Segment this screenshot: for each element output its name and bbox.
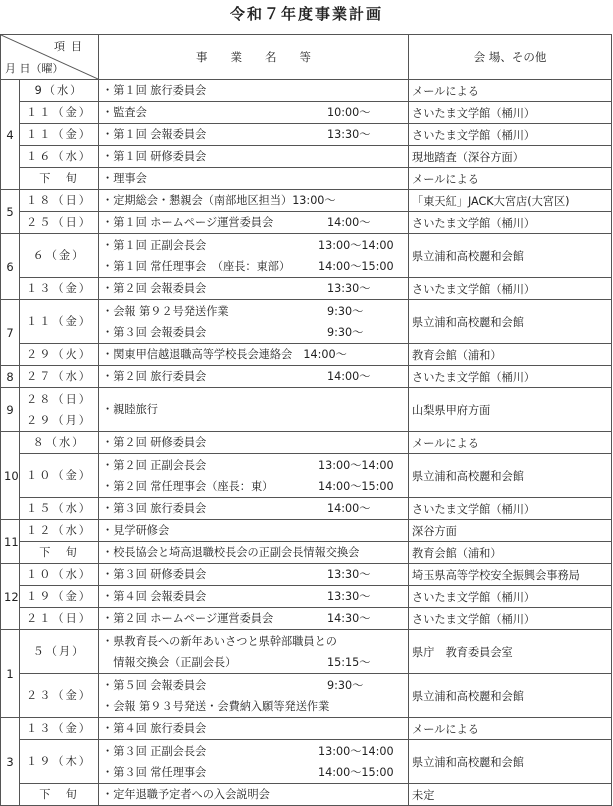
event-name: ・理事会: [102, 172, 147, 185]
event-name: ・県教育長への新年あいさつと県幹部職員との: [102, 634, 337, 648]
event-time: 9:30～: [327, 678, 364, 692]
date-text: １９（木）: [26, 755, 92, 768]
event-time: 9:30～: [327, 325, 364, 339]
venue-cell: さいたま文学館（桶川）: [409, 366, 612, 388]
table-row: [1, 498, 612, 520]
event-line: [102, 124, 405, 145]
venue-cell: さいたま文学館（桶川）: [409, 498, 612, 520]
table-row: [1, 234, 612, 278]
venue-cell: 山梨県甲府方面: [409, 388, 612, 432]
month-cell: 9: [1, 388, 20, 432]
table-row: [1, 366, 612, 388]
table-row: [1, 168, 612, 190]
venue-cell: さいたま文学館（桶川）: [409, 212, 612, 234]
event-cell: [99, 498, 409, 520]
venue-header: 会 場、その他: [409, 35, 612, 80]
event-cell: [99, 388, 409, 432]
venue-cell: 教育会館（浦和）: [409, 344, 612, 366]
event-line: [102, 564, 405, 585]
event-cell: [99, 234, 409, 278]
table-row: [1, 520, 612, 542]
event-line: [102, 696, 405, 717]
table-row: [1, 586, 612, 608]
event-name: ・第５回 会報委員会: [102, 678, 207, 692]
table-row: [1, 300, 612, 344]
event-cell: [99, 608, 409, 630]
date-cell: [20, 168, 99, 190]
event-cell: [99, 278, 409, 300]
event-time: 13:30～: [327, 590, 371, 603]
event-line: [102, 741, 405, 762]
date-text: １５（水）: [26, 502, 92, 515]
date-text: 9（水）: [34, 84, 84, 97]
date-cell: [20, 564, 99, 586]
date-text: ２１（日）: [26, 612, 92, 625]
venue-cell: さいたま文学館（桶川）: [409, 278, 612, 300]
venue-cell: さいたま文学館（桶川）: [409, 102, 612, 124]
date-text: 下 旬: [39, 172, 79, 185]
event-name: ・第１回 常任理事会 （座長：東部）: [102, 259, 291, 273]
event-cell: [99, 718, 409, 740]
table-row: [1, 630, 612, 674]
table-row: [1, 718, 612, 740]
date-cell: [20, 454, 99, 498]
date-text: １０（水）: [26, 568, 92, 581]
event-line: [102, 784, 405, 805]
page-title: 令和７年度事業計画: [229, 5, 383, 23]
header-item-date-cell: [1, 35, 99, 80]
event-cell: [99, 586, 409, 608]
table-row: [1, 212, 612, 234]
event-time: 14:00～15:00: [318, 765, 394, 779]
table-row: [1, 784, 612, 806]
header-row: [1, 35, 612, 80]
event-time: 14:00～: [327, 370, 371, 383]
event-cell: [99, 366, 409, 388]
table-row: [1, 190, 612, 212]
event-line: [102, 476, 405, 497]
event-line: [102, 366, 405, 387]
table-row: [1, 102, 612, 124]
venue-cell: 「東天紅」JACK大宮店(大宮区): [409, 190, 612, 212]
venue-cell: 県立浦和高校麗和会館: [409, 300, 612, 344]
event-line: [102, 432, 405, 453]
table-row: [1, 278, 612, 300]
date-cell: [20, 212, 99, 234]
month-cell: 8: [1, 366, 20, 388]
venue-cell: 現地踏査（深谷方面）: [409, 146, 612, 168]
date-text: １８（日）: [26, 194, 92, 207]
event-cell: [99, 432, 409, 454]
event-cell: [99, 542, 409, 564]
event-name: ・会報 第９２号発送作業: [102, 304, 229, 318]
event-name: ・第２回 常任理事会（座長：東）: [102, 479, 274, 493]
venue-cell: 深谷方面: [409, 520, 612, 542]
event-cell: [99, 454, 409, 498]
date-text: ２９（火）: [26, 348, 92, 361]
event-line: [102, 322, 405, 343]
event-line: [102, 102, 405, 123]
event-name: ・第４回 旅行委員会: [102, 722, 207, 735]
date-cell: [20, 784, 99, 806]
event-cell: [99, 212, 409, 234]
event-cell: [99, 80, 409, 102]
event-line: [102, 586, 405, 607]
event-time: 13:30～: [327, 282, 371, 295]
event-name: ・第３回 会報委員会: [102, 325, 207, 339]
event-line: [102, 301, 405, 322]
event-time: 13:00～14:00: [318, 238, 394, 252]
date-cell: [20, 344, 99, 366]
event-name: ・第１回 ホームページ運営委員会: [102, 216, 274, 229]
date-text: １９（金）: [26, 590, 92, 603]
event-time: 13:30～: [327, 568, 371, 581]
date-cell: [20, 300, 99, 344]
event-cell: [99, 102, 409, 124]
date-cell: [20, 432, 99, 454]
event-cell: [99, 168, 409, 190]
event-line: [102, 631, 405, 652]
event-time: 13:00～14:00: [318, 458, 394, 472]
event-name: ・第１回 旅行委員会: [102, 84, 207, 97]
event-time: 14:00～15:00: [318, 259, 394, 273]
date-text: １１（金）: [26, 315, 92, 328]
event-name: ・第１回 正副会長会: [102, 238, 207, 252]
table-row: [1, 344, 612, 366]
venue-cell: メールによる: [409, 718, 612, 740]
month-cell: 7: [1, 300, 20, 366]
date-text: １２（水）: [26, 524, 92, 537]
month-cell: 5: [1, 190, 20, 234]
date-text: １１（金）: [26, 106, 92, 119]
event-cell: [99, 564, 409, 586]
event-line: [102, 718, 405, 739]
event-line: [102, 278, 405, 299]
month-cell: 1: [1, 630, 20, 718]
table-row: [1, 146, 612, 168]
date-text: ５（月）: [32, 645, 86, 658]
event-cell: [99, 630, 409, 674]
event-name: ・第２回 会報委員会: [102, 282, 207, 295]
month-cell: 12: [1, 564, 20, 630]
event-name: ・監査会: [102, 106, 147, 119]
event-name: ・第２回 ホームページ運営委員会: [102, 612, 274, 625]
date-text: １１（金）: [26, 128, 92, 141]
date-cell: [20, 674, 99, 718]
venue-cell: メールによる: [409, 168, 612, 190]
venue-cell: 埼玉県高等学校安全振興会事務局: [409, 564, 612, 586]
date-cell: [20, 80, 99, 102]
month-cell: 10: [1, 432, 20, 520]
event-line: [102, 168, 405, 189]
table-row: [1, 432, 612, 454]
date-cell: [20, 520, 99, 542]
date-cell: [20, 388, 99, 432]
event-name: ・関東甲信越退職高等学校長会連絡会 14:00～: [102, 348, 347, 361]
date-cell: [20, 146, 99, 168]
event-line: [102, 190, 405, 211]
date-label: 月 日（曜）: [5, 62, 64, 75]
venue-cell: 県立浦和高校麗和会館: [409, 674, 612, 718]
date-text: 下 旬: [39, 788, 79, 801]
item-label: 項目: [54, 40, 88, 53]
table-row: [1, 608, 612, 630]
date-text: １６（水）: [26, 150, 92, 163]
month-cell: 6: [1, 234, 20, 300]
event-name: ・見学研修会: [102, 524, 170, 537]
table-row: [1, 542, 612, 564]
event-cell: [99, 344, 409, 366]
venue-cell: 県立浦和高校麗和会館: [409, 740, 612, 784]
date-cell: [20, 630, 99, 674]
date-text: ８（水）: [32, 436, 86, 449]
event-cell: [99, 740, 409, 784]
event-header: 事 業 名 等: [99, 35, 409, 80]
date-cell: [20, 234, 99, 278]
date-text: ２８（日）: [26, 392, 92, 406]
event-name: ・第４回 会報委員会: [102, 590, 207, 603]
event-cell: [99, 124, 409, 146]
date-cell: [20, 542, 99, 564]
event-line: [102, 608, 405, 629]
date-cell: [20, 366, 99, 388]
date-text: ２３（金）: [26, 689, 92, 702]
event-line: [102, 498, 405, 519]
event-name: ・第３回 正副会長会: [102, 744, 207, 758]
event-cell: [99, 146, 409, 168]
event-name: ・第１回 会報委員会: [102, 128, 207, 141]
table-row: [1, 388, 612, 432]
table-row: [1, 740, 612, 784]
month-cell: 11: [1, 520, 20, 564]
event-time: 14:00～: [327, 502, 371, 515]
date-cell: [20, 740, 99, 784]
event-name: ・第２回 旅行委員会: [102, 370, 207, 383]
venue-cell: さいたま文学館（桶川）: [409, 124, 612, 146]
event-time: 9:30～: [327, 304, 364, 318]
date-text: ２５（日）: [26, 216, 92, 229]
event-cell: [99, 520, 409, 542]
table-row: [1, 674, 612, 718]
date-cell: [20, 608, 99, 630]
event-line: [102, 344, 405, 365]
event-line: [102, 146, 405, 167]
event-line: [102, 212, 405, 233]
event-line: [102, 455, 405, 476]
date-cell: [20, 586, 99, 608]
date-cell: [20, 190, 99, 212]
month-cell: 3: [1, 718, 20, 806]
event-line: [102, 675, 405, 696]
venue-cell: 県立浦和高校麗和会館: [409, 454, 612, 498]
event-time: 15:15～: [327, 655, 371, 669]
month-cell: 4: [1, 80, 20, 190]
date-text: ２７（水）: [26, 370, 92, 383]
event-line: [102, 399, 405, 420]
venue-cell: メールによる: [409, 432, 612, 454]
event-name: ・第１回 研修委員会: [102, 150, 207, 163]
table-row: [1, 564, 612, 586]
schedule-table: [0, 34, 612, 806]
event-name: ・会報 第９３号発送・会費納入願等発送作業: [102, 699, 330, 713]
table-row: [1, 124, 612, 146]
event-line: [102, 652, 405, 673]
event-time: 13:30～: [327, 128, 371, 141]
event-name: ・親睦旅行: [102, 403, 158, 416]
date-text: １３（金）: [26, 722, 92, 735]
venue-cell: 教育会館（浦和）: [409, 542, 612, 564]
event-cell: [99, 190, 409, 212]
event-time: 14:30～: [327, 612, 371, 625]
event-line: [102, 762, 405, 783]
event-line: [102, 542, 405, 563]
event-line: [102, 256, 405, 277]
event-name: ・校長協会と埼高退職校長会の正副会長情報交換会: [102, 546, 360, 559]
event-time: 14:00～15:00: [318, 479, 394, 493]
event-name: ・第２回 研修委員会: [102, 436, 207, 449]
table-row: [1, 454, 612, 498]
venue-cell: さいたま文学館（桶川）: [409, 608, 612, 630]
venue-cell: 未定: [409, 784, 612, 806]
date-text: ６（金）: [32, 249, 86, 262]
venue-cell: メールによる: [409, 80, 612, 102]
event-name: ・第２回 正副会長会: [102, 458, 207, 472]
event-name: ・第３回 研修委員会: [102, 568, 207, 581]
event-line: [102, 235, 405, 256]
event-cell: [99, 300, 409, 344]
event-cell: [99, 674, 409, 718]
event-time: 10:00～: [327, 106, 371, 119]
date-text: １３（金）: [26, 282, 92, 295]
event-cell: [99, 784, 409, 806]
date-cell: [20, 718, 99, 740]
date-cell: [20, 124, 99, 146]
event-name: 情報交換会（正副会長）: [102, 655, 237, 669]
date-cell: [20, 498, 99, 520]
event-line: [102, 80, 405, 101]
event-time: 14:00～: [327, 216, 371, 229]
date-text: ２９（月）: [26, 413, 92, 427]
event-time: 13:00～14:00: [318, 744, 394, 758]
event-line: [102, 520, 405, 541]
table-row: [1, 80, 612, 102]
event-name: ・第３回 常任理事会: [102, 765, 207, 779]
date-cell: [20, 278, 99, 300]
date-cell: [20, 102, 99, 124]
date-text: １０（金）: [26, 469, 92, 482]
date-text: 下 旬: [39, 546, 79, 559]
event-name: ・定年退職予定者への入会説明会: [102, 788, 270, 801]
event-name: ・第３回 旅行委員会: [102, 502, 207, 515]
venue-cell: 県庁 教育委員会室: [409, 630, 612, 674]
venue-cell: さいたま文学館（桶川）: [409, 586, 612, 608]
event-name: ・定期総会・懇親会（南部地区担当）13:00～: [102, 194, 336, 207]
venue-cell: 県立浦和高校麗和会館: [409, 234, 612, 278]
